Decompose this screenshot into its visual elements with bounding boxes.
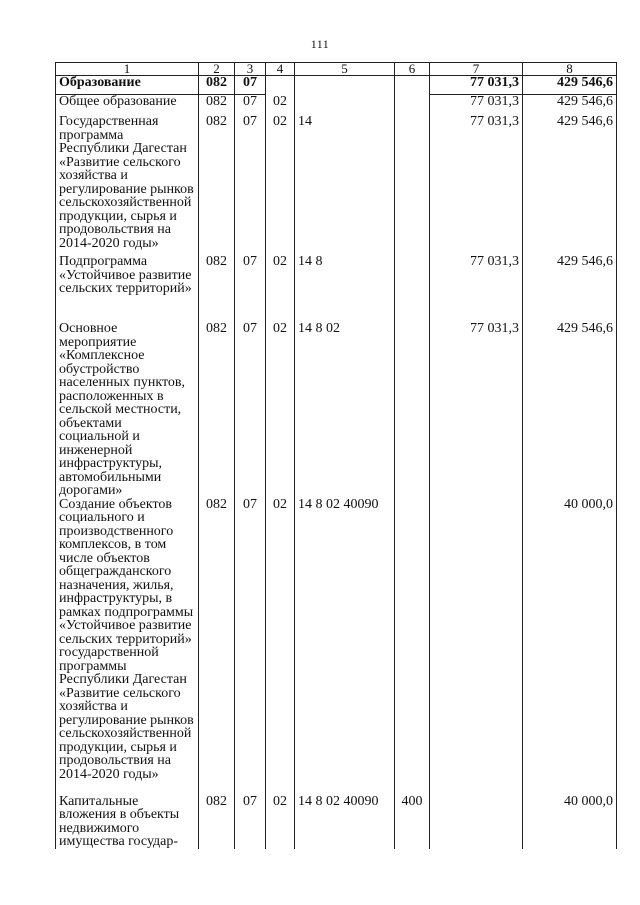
page-number: 111 xyxy=(310,37,330,51)
code-cell: 14 xyxy=(295,115,395,255)
budget-table xyxy=(55,62,617,849)
code-cell xyxy=(395,76,430,95)
code-cell: 07 xyxy=(235,322,266,498)
code-cell xyxy=(266,76,295,95)
row-name: Общее образование xyxy=(56,95,199,116)
code-cell: 14 8 02 40090 xyxy=(295,498,395,795)
table-row xyxy=(56,322,617,498)
code-cell: 082 xyxy=(199,322,235,498)
code-cell: 14 8 02 xyxy=(295,322,395,498)
code-cell xyxy=(295,95,395,116)
amount-cell xyxy=(430,498,523,795)
code-cell: 082 xyxy=(199,95,235,116)
code-cell: 02 xyxy=(266,255,295,322)
code-cell: 02 xyxy=(266,95,295,116)
table-row xyxy=(56,795,617,849)
amount-cell: 429 546,6 xyxy=(523,115,617,255)
code-cell: 02 xyxy=(266,795,295,849)
row-name: Основное мероприятие «Комплексное обустройство населенных пунктов, расположенных в сельской местности, объектами социальной и инженерной инфраструктуры, автомобильными дорогами» xyxy=(56,322,199,498)
table-row xyxy=(56,115,617,255)
row-name: Образование xyxy=(56,76,199,95)
table-row xyxy=(56,95,617,116)
code-cell: 082 xyxy=(199,255,235,322)
code-cell xyxy=(395,115,430,255)
code-cell xyxy=(395,95,430,116)
code-cell: 400 xyxy=(395,795,430,849)
column-header: 8 xyxy=(523,63,617,76)
code-cell: 14 8 02 40090 xyxy=(295,795,395,849)
amount-cell: 429 546,6 xyxy=(523,95,617,116)
code-cell: 082 xyxy=(199,76,235,95)
table-row xyxy=(56,76,617,95)
code-cell: 07 xyxy=(235,795,266,849)
code-cell: 07 xyxy=(235,115,266,255)
code-cell: 082 xyxy=(199,498,235,795)
row-name: Капитальные вложения в объекты недвижимого имущества государ- xyxy=(56,795,199,849)
amount-cell: 40 000,0 xyxy=(523,498,617,795)
amount-cell: 77 031,3 xyxy=(430,95,523,116)
amount-cell: 77 031,3 xyxy=(430,76,523,95)
amount-cell: 77 031,3 xyxy=(430,115,523,255)
table-row xyxy=(56,255,617,322)
code-cell: 07 xyxy=(235,95,266,116)
code-cell xyxy=(395,255,430,322)
column-header: 2 xyxy=(199,63,235,76)
code-cell: 082 xyxy=(199,795,235,849)
row-name: Создание объектов социального и производственного комплексов, в том числе объектов общегражданского назначения, жилья, инфраструктуры, в рамках подпрограммы «Устойчивое развитие сельских территорий» государственной программы Республики Дагестан «Развитие сельского хозяйства и регулирование рынков сельскохозяйственной продукции, сырья и продовольствия на 2014-2020 годы» xyxy=(56,498,199,795)
code-cell: 07 xyxy=(235,498,266,795)
code-cell: 082 xyxy=(199,115,235,255)
table-row xyxy=(56,498,617,795)
column-header: 7 xyxy=(430,63,523,76)
column-header: 3 xyxy=(235,63,266,76)
amount-cell: 429 546,6 xyxy=(523,255,617,322)
column-header: 4 xyxy=(266,63,295,76)
code-cell: 02 xyxy=(266,115,295,255)
header-row xyxy=(56,63,617,76)
column-header: 5 xyxy=(295,63,395,76)
amount-cell: 40 000,0 xyxy=(523,795,617,849)
column-header: 6 xyxy=(395,63,430,76)
row-name: Государственная программа Республики Дагестан «Развитие сельского хозяйства и регулирование рынков сельскохозяйственной продукции, сырья и продовольствия на 2014-2020 годы» xyxy=(56,115,199,255)
code-cell: 02 xyxy=(266,498,295,795)
amount-cell xyxy=(430,795,523,849)
column-header: 1 xyxy=(56,63,199,76)
code-cell: 07 xyxy=(235,255,266,322)
amount-cell: 77 031,3 xyxy=(430,322,523,498)
row-name: Подпрограмма «Устойчивое развитие сельских территорий» xyxy=(56,255,199,322)
code-cell: 14 8 xyxy=(295,255,395,322)
code-cell: 02 xyxy=(266,322,295,498)
code-cell xyxy=(395,322,430,498)
code-cell xyxy=(395,498,430,795)
amount-cell: 77 031,3 xyxy=(430,255,523,322)
amount-cell: 429 546,6 xyxy=(523,76,617,95)
amount-cell: 429 546,6 xyxy=(523,322,617,498)
code-cell xyxy=(295,76,395,95)
code-cell: 07 xyxy=(235,76,266,95)
